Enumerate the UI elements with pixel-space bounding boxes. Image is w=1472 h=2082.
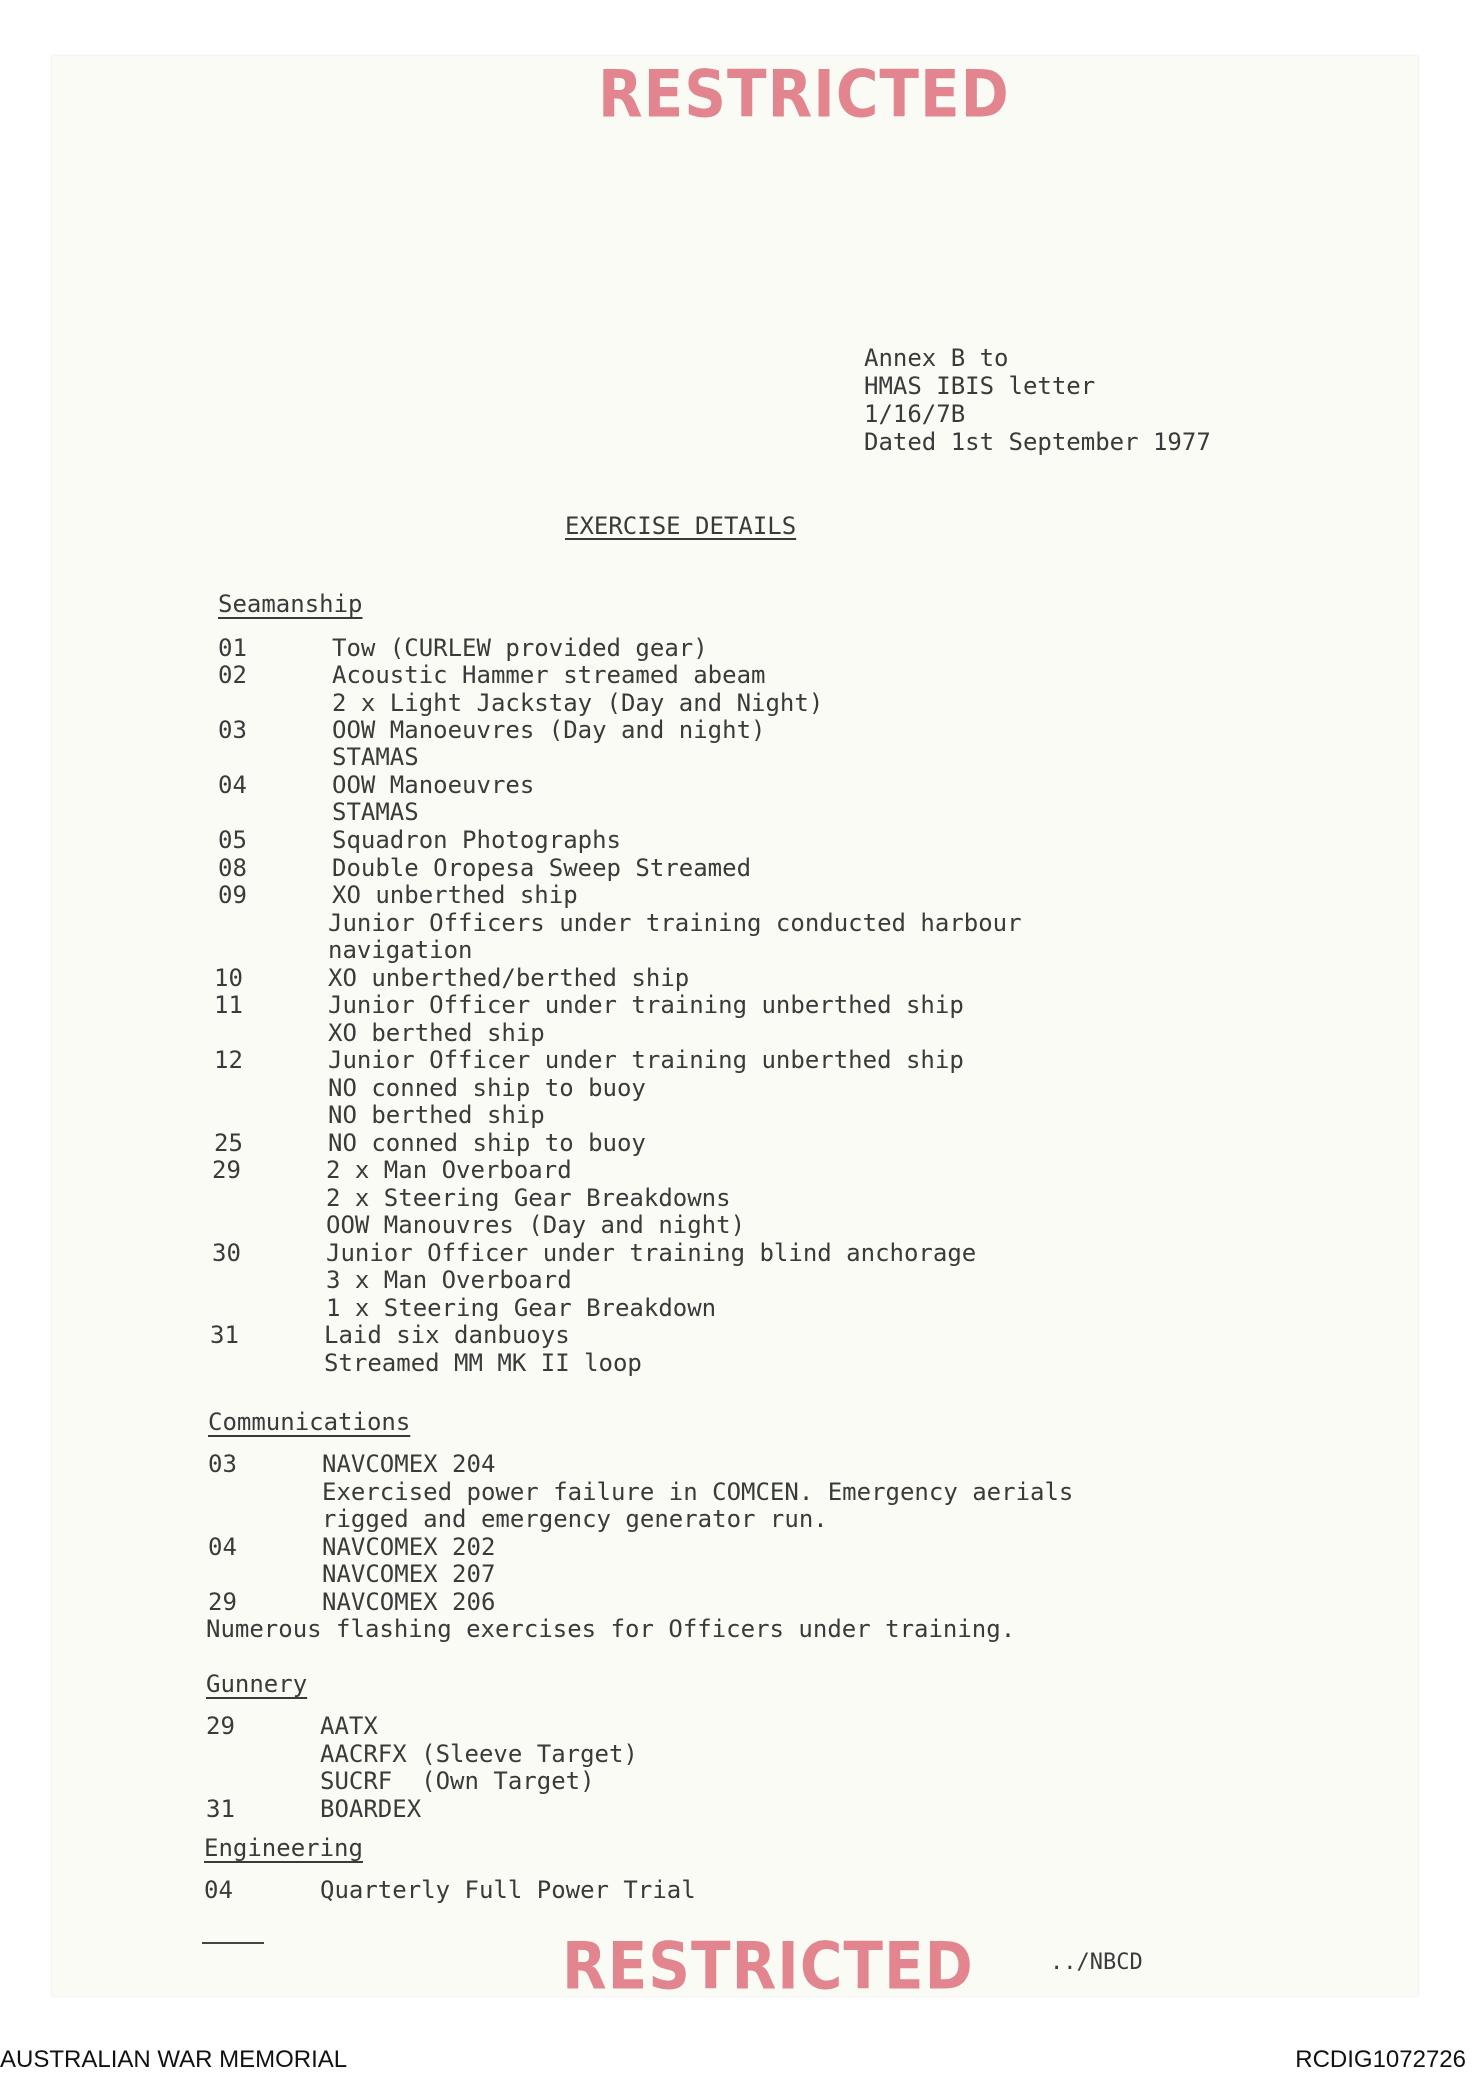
entry-day: 11 xyxy=(214,991,243,1019)
reference-block xyxy=(864,344,1211,456)
entry-line: Streamed MM MK II loop xyxy=(324,1349,642,1377)
entry-day: 10 xyxy=(214,964,243,992)
entry-line: Junior Officer under training unberthed ship xyxy=(328,991,964,1019)
entry-line: Double Oropesa Sweep Streamed xyxy=(332,854,752,882)
entry-line: 2 x Steering Gear Breakdowns xyxy=(326,1184,731,1212)
entry-line: STAMAS xyxy=(332,798,419,826)
entry-day: 29 xyxy=(206,1712,235,1740)
entry-line: NAVCOMEX 207 xyxy=(322,1560,496,1588)
entry-day: 01 xyxy=(218,634,247,662)
entry-day: 25 xyxy=(214,1129,243,1157)
entry-line: Acoustic Hammer streamed abeam xyxy=(332,661,766,689)
entry-line: NO berthed ship xyxy=(328,1101,545,1129)
section-heading-seamanship: Seamanship xyxy=(218,590,363,618)
entry-line: BOARDEX xyxy=(320,1795,422,1823)
reference-line: Annex B to xyxy=(864,344,1009,372)
communications-note: Numerous flashing exercises for Officers under training. xyxy=(206,1615,1016,1643)
entry-line: XO unberthed/berthed ship xyxy=(328,964,690,992)
entry-day: 29 xyxy=(208,1588,237,1616)
entry-line: Tow (CURLEW provided gear) xyxy=(332,634,708,662)
entry-line: Quarterly Full Power Trial xyxy=(320,1876,696,1904)
entry-day: 04 xyxy=(218,771,247,799)
reference-line: 1/16/7B xyxy=(864,400,966,428)
entry-line: NO conned ship to buoy xyxy=(328,1074,646,1102)
entry-line: STAMAS xyxy=(332,743,419,771)
section-heading-communications: Communications xyxy=(208,1408,411,1436)
entry-line: Squadron Photographs xyxy=(332,826,621,854)
entry-line: OOW Manoeuvres xyxy=(332,771,535,799)
entry-line: Junior Officers under training conducted harbour xyxy=(328,909,1022,937)
entry-line: Exercised power failure in COMCEN. Emergency aerials xyxy=(322,1478,1074,1506)
entry-line: 2 x Light Jackstay (Day and Night) xyxy=(332,689,824,717)
entry-day: 04 xyxy=(208,1533,237,1561)
entry-line: AACRFX (Sleeve Target) xyxy=(320,1740,638,1768)
entry-line: 3 x Man Overboard xyxy=(326,1266,572,1294)
entry-line: NAVCOMEX 206 xyxy=(322,1588,496,1616)
entry-line: navigation xyxy=(328,936,473,964)
entry-day: 03 xyxy=(218,716,247,744)
entry-day: 03 xyxy=(208,1450,237,1478)
entry-line: SUCRF (Own Target) xyxy=(320,1767,595,1795)
entry-line: NAVCOMEX 202 xyxy=(322,1533,496,1561)
entry-day: 29 xyxy=(212,1156,241,1184)
entry-line: OOW Manoeuvres (Day and night) xyxy=(332,716,766,744)
entry-line: XO unberthed ship xyxy=(332,881,578,909)
restricted-stamp-top: RESTRICTED xyxy=(598,56,1010,133)
entry-line: NO conned ship to buoy xyxy=(328,1129,646,1157)
entry-line: 2 x Man Overboard xyxy=(326,1156,572,1184)
entry-day: 09 xyxy=(218,881,247,909)
entry-day: 04 xyxy=(204,1876,233,1904)
entry-line: 1 x Steering Gear Breakdown xyxy=(326,1294,717,1322)
entry-line: XO berthed ship xyxy=(328,1019,545,1047)
entry-day: 08 xyxy=(218,854,247,882)
entry-day: 05 xyxy=(218,826,247,854)
restricted-stamp-bottom: RESTRICTED xyxy=(562,1928,974,2005)
entry-line: OOW Manouvres (Day and night) xyxy=(326,1211,746,1239)
entry-line: NAVCOMEX 204 xyxy=(322,1450,496,1478)
entry-line: AATX xyxy=(320,1712,378,1740)
entry-line: Junior Officer under training unberthed ship xyxy=(328,1046,964,1074)
divider xyxy=(202,1942,264,1944)
section-heading-gunnery: Gunnery xyxy=(206,1670,308,1698)
entry-day: 02 xyxy=(218,661,247,689)
footer-item-id: RCDIG1072726 xyxy=(1295,2046,1466,2073)
reference-line: Dated 1st September 1977 xyxy=(864,428,1211,456)
reference-line: HMAS IBIS letter xyxy=(864,372,1096,400)
entry-line: Junior Officer under training blind anchorage xyxy=(326,1239,977,1267)
entry-day: 30 xyxy=(212,1239,241,1267)
continuation-reference: ../NBCD xyxy=(1050,1950,1143,1975)
entry-line: rigged and emergency generator run. xyxy=(322,1505,828,1533)
entry-day: 12 xyxy=(214,1046,243,1074)
document-page xyxy=(52,56,1418,1996)
section-heading-engineering: Engineering xyxy=(204,1834,363,1862)
entry-line: Laid six danbuoys xyxy=(324,1321,570,1349)
document-title: EXERCISE DETAILS xyxy=(565,512,797,540)
entry-day: 31 xyxy=(206,1795,235,1823)
entry-day: 31 xyxy=(210,1321,239,1349)
footer-archive-name: AUSTRALIAN WAR MEMORIAL xyxy=(0,2046,348,2073)
